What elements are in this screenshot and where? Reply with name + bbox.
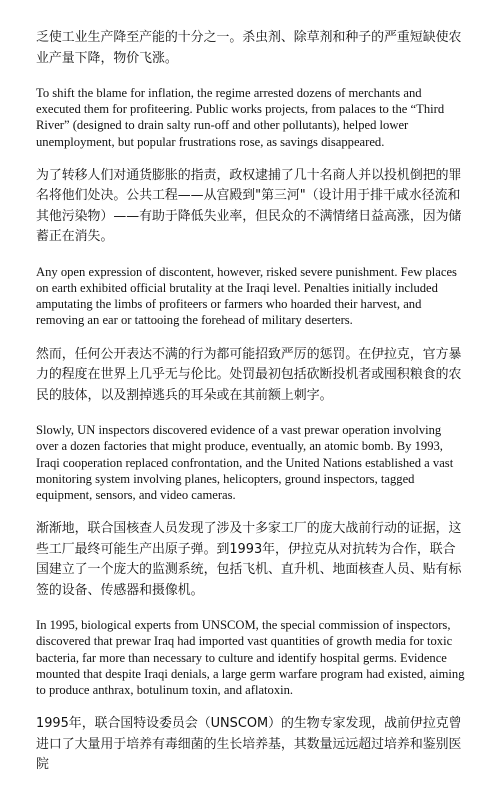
document-page (36, 28, 466, 792)
paragraph-zh-5: 1995年，联合国特设委员会（UNSCOM）的生物专家发现，战前伊拉克曾进口了大量用于培养有毒细菌的生长培养基，其数量远远超过培养和鉴别医院 (36, 716, 462, 773)
paragraph-en-2: Any open expression of discontent, however, risked severe punishment. Few places on earth exhibited official brutality at the Iraqi level. Penalties initially included amputating the limbs of profiteers or farmers who hoarded their harvest, and removing an ear or tattooing the forehead of military deserters. (36, 264, 457, 328)
paragraph-zh-1: 乏使工业生产降至产能的十分之一。杀虫剂、除草剂和种子的严重短缺使农业产量下降，物价飞涨。 (36, 30, 462, 66)
paragraph-zh-2: 为了转移人们对通货膨胀的指责，政权逮捕了几十名商人并以投机倒把的罪名将他们处决。公共工程——从宫殿到"第三河"（设计用于排干咸水径流和其他污染物）——有助于降低失业率，但民众的不满情绪日益高涨，因为储蓄正在消失。 (36, 167, 462, 245)
paragraph-en-4: In 1995, biological experts from UNSCOM, the special commission of inspectors, discovered that prewar Iraq had imported vast quantities of growth media for toxic bacteria, far more than necessary to culture and identify hospital germs. Evidence mounted that despite Iraqi denials, a large germ warfare program had existed, aiming to produce anthrax, botulinum toxin, and aflatoxin. (36, 618, 465, 697)
paragraph-zh-4: 渐渐地，联合国核查人员发现了涉及十多家工厂的庞大战前行动的证据，这些工厂最终可能生产出原子弹。到1993年，伊拉克从对抗转为合作，联合国建立了一个庞大的监测系统，包括飞机、直升机、地面核查人员、贴有标签的设备、传感器和摄像机。 (36, 521, 462, 598)
paragraph-en-3: Slowly, UN inspectors discovered evidence of a vast prewar operation involving over a dozen factories that might produce, eventually, an atomic bomb. By 1993, Iraqi cooperation replaced confrontation, and the United Nations established a vast monitoring system involving planes, helicopters, ground inspectors, tagged equipment, sensors, and video cameras. (36, 423, 454, 502)
paragraph-zh-3: 然而，任何公开表达不满的行为都可能招致严厉的惩罚。在伊拉克，官方暴力的程度在世界上几乎无与伦比。处罚最初包括砍断投机者或囤积粮食的农民的肢体，以及割掉逃兵的耳朵或在其前额上刺字。 (36, 346, 462, 403)
paragraph-en-1: To shift the blame for inflation, the regime arrested dozens of merchants and executed them for profiteering. Public works projects, from palaces to the “Third River” (designed to drain salty run-off and other pollutants), helped lower unemployment, but popular frustrations rose, as savings disappeared. (36, 86, 445, 149)
